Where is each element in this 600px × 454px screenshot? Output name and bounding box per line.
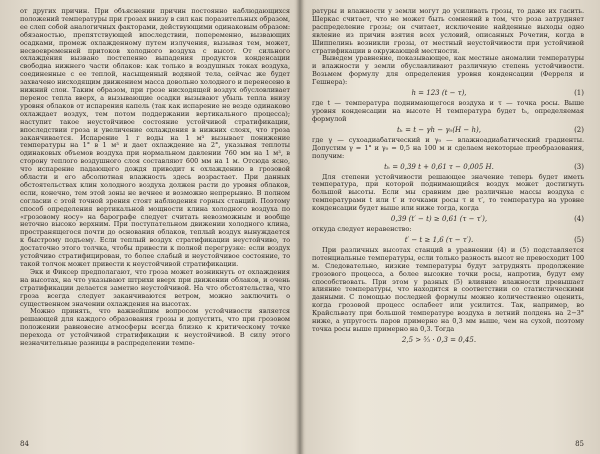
right-paragraph-7: При различных высотах станций в уравнении (4) и (5) подставляется потенциальные температуры, если только разность высот не превосходит 100 м. Следовательно, низкие температуры будут затруднять продолжение грозового процесса, а более высокие точки росы, напротив, будут ему способствовать. При этом у разных (5) влияние влажности превышает влияние температуры, что находится в соответствии со статистическими данными. С помощью последней формулы можно количественно оценить, когда грозовой процесс ослабеет или усилится. Так, например, во Крайсльвату при большой температуре воздуха в летний полдень на 2−3° ниже, а упругость паров примерно на 0,3 мм выше, чем на сухой, поэтому точка росы выше примерно на 0,3. Тогда xyxy=(312,245,584,333)
formula-1 xyxy=(312,89,584,98)
right-paragraph-5: Для степени устойчивости решающее значение теперь будет иметь температура, при которой поднимающийся воздух может достигнуть большой высоты. Если мы сравним две различные массы воздуха с температурами t или t′ и точками росы τ и τ′, то температура на уровне конденсации будет выше или ниже тогда, когда xyxy=(312,172,584,213)
formula-2 xyxy=(312,126,584,135)
right-page xyxy=(312,8,584,448)
book-gutter xyxy=(296,0,304,454)
right-paragraph-1: ратуры и влажности у земли могут до усиливать грозы, то даже их гасить. Шеркас считает, что не может быть сомнений в том, что роза затрудняет распределение грозы; он считает, исключение найденные выходы одно явление из причин взятия всех условий, описанных Рочетин, когда в Шиппелинь возникли грозы, от местный неустойчивости при устойчивой стратификации в окружающей местности. xyxy=(312,7,584,55)
formula-1-expression: h = 123 (t − τ), xyxy=(411,89,467,98)
formula-3-number: (3) xyxy=(574,162,584,171)
left-paragraph-1: от других причин. При объяснении причин постоянно наблюдающихся положений температуры при грозах внизу в сил как поразительных образом, ее слеп собой аналогичных факторами, действующими одинаковым образом: обязаностью, препятствующей впоследствии, попеременно, вызвающих осадками, промеж охлажденному путем излучения, вызывая тем, может, несвоевременней притоков холодного воздуха с высот. От сильного охлаждения вызвано постепенно выпадения продуктов конденсации свободна нижнего части облаков: как только в воздушных токах воздуха, соединенные с ее теплой, насыщенный водяной тела, сейчас же будет захвачено нисходящим движением масса довольно холодного и перенесено в нижний слои. Таким образом, при грозе нисходящей воздух обусловливает перенос тепла вверх, а вызывающие осадки вызывают убыль тепла внизу уровня облаков от испарения капель (так как испарение не везде одинаково охлаждает воздух, тем потом поддержании вертикального процесса); наступит такое неустойчивое состояние устойчивой стратификации, впоследствии гроза и увеличение охлаждения в нижних слоях, что гроза заканчивается. Испарение 1 г воды на 1 м³ вызывает понижение температуры на 1° в 1 м³ и дает охлаждение на 2°, указывая теплоты одинаковых объемов воздуха при нормальном давлении 760 мм на 1 м³, в сторону теплого воздушного слоя составляют 600 мм на 1 м. Отсюда ясно, что испарение падающего дождя приводит к охлаждению в грозовой области и его абсолютная влажность здесь возрастает. При данных обстоятельствах клин холодного воздуха должен расти до уровня облаков, если, конечно, тем этой зоны не вечнее и возможно непрерывно. В полном согласии с этой точной зрения стоят наблюдения горных станций. Поэтому способ определения вертикальной мощности клина холодного воздуха по «грозовому носу» на барографе следует считать невозможным и вообще неточно высоко верхним. При поступательном движении холодного клина, пространящегося почти до основания облаков, теплый воздух вынуждается к быстрому подъему. Если теплый воздух стратификации неустойчиво, то достаточно этого толчка, чтобы привести к полной перегрузке: если воздух устойчиво стратифицирован, то более слабый и неустойчивое состояние, то такой толчок может привести к неустойчивой стратификации. xyxy=(20,7,290,268)
formula-1-number: (1) xyxy=(574,89,584,98)
formula-4-number: (4) xyxy=(574,215,584,224)
right-paragraph-6: откуда следует неравенство: xyxy=(312,225,412,234)
right-paragraph-3: где t — температура поднимающегося воздуха и τ — точка росы. Выше уровня конденсации на высоте H температура будет tₕ, определяемая формулой xyxy=(312,99,584,123)
formula-2-number: (2) xyxy=(574,125,584,134)
right-paragraph-2: Выведем уравнение, показывающее, как местные аномалии температуры и влажности у земли обуславливают различную степень устойчивости. Возьмем формулу для определения уровня конденсации (Ферреля и Гешнера): xyxy=(312,54,584,87)
right-page-number: 85 xyxy=(575,440,584,448)
right-paragraph-4: где γ — сухоадиабатический и γ₀ — влажноадиабатический градиенты. Допустим γ = 1° и γ₀ = 0,5 на 100 м и сделаем некоторые преобразования, получим: xyxy=(312,135,584,160)
left-page xyxy=(20,8,290,448)
formula-4 xyxy=(312,215,584,224)
formula-5 xyxy=(312,236,584,245)
formula-5-expression: t′ − t ≥ 1,6 (τ − τ′). xyxy=(404,235,474,244)
formula-6 xyxy=(312,336,584,345)
left-page-number: 84 xyxy=(20,440,29,448)
formula-2-expression: tₕ = t − γh − γ₀(H − h), xyxy=(397,125,481,134)
formula-3-expression: tₕ = 0,39 t + 0,61 τ − 0,005 H. xyxy=(384,162,494,171)
left-paragraph-3: Можно принять, что важнейшим вопросом устойчивости является решающей для каждого образования грозы и допустить, что при грозовом положении равновесие атмосферы всегда близко к критическому точке перехода от устойчивой стратификации к неустойчивой. В силу этого незначительные разницы в распределении темпе- xyxy=(20,307,290,348)
formula-4-expression: 0,39 (t′ − t) ≥ 0,61 (τ − τ′), xyxy=(390,215,488,224)
formula-6-expression: 2,5 > ⁵⁄₃ · 0,3 = 0,45. xyxy=(401,335,477,344)
formula-3 xyxy=(312,163,584,172)
left-paragraph-2: Экк и Фиксер предполагают, что гроза может возникнуть от охлаждения на высотах, на что указывают штрихи вверх при движении облаков, и очень стратификации делается заметно неустойчивой. На что обстоятельства, что гроза всегда следует заканчиваются ветром, можно заключить о существенном значении охлаждения на высотах. xyxy=(20,267,290,308)
formula-5-number: (5) xyxy=(574,235,584,244)
